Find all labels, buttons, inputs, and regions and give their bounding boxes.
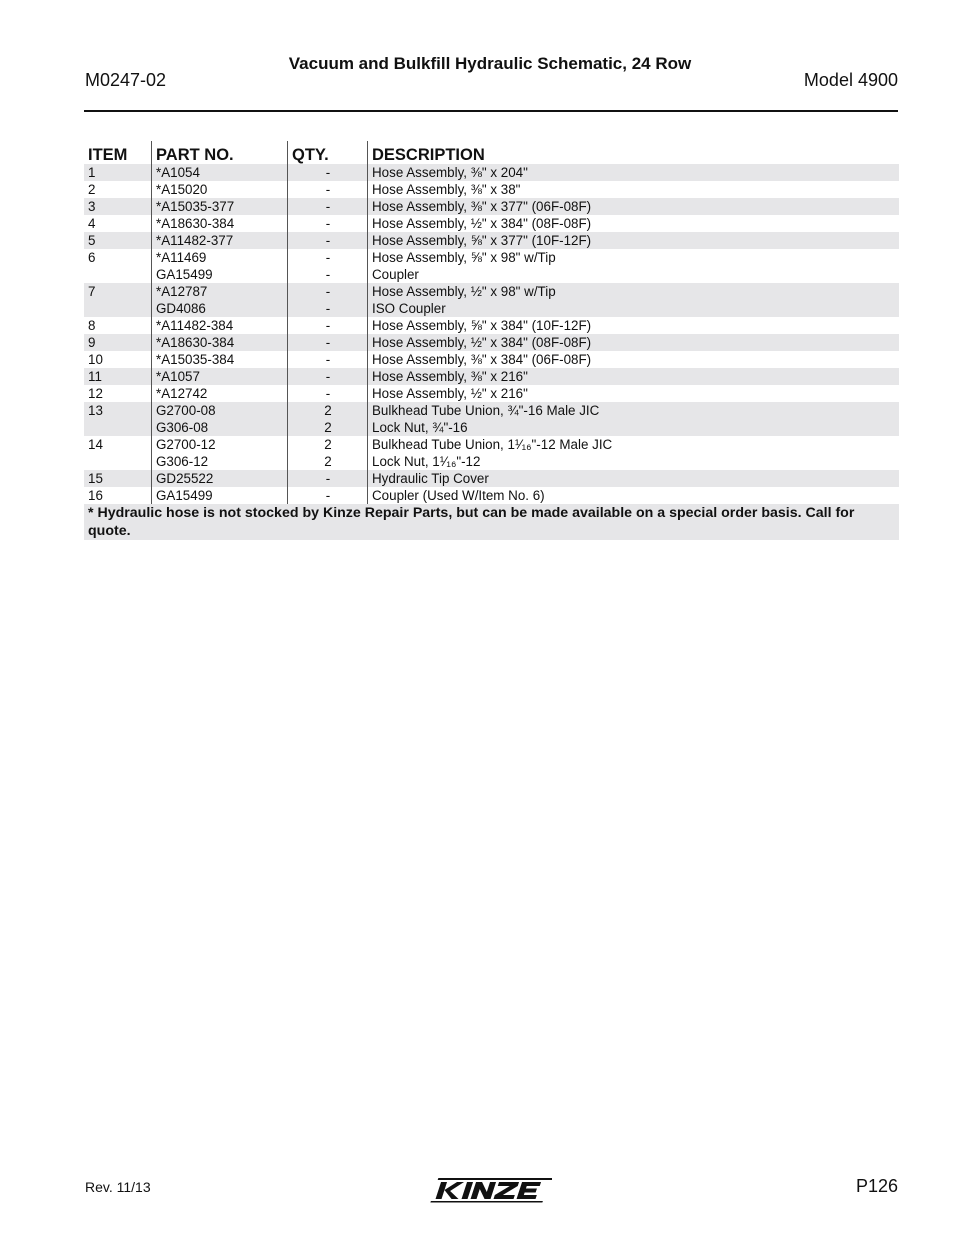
item-number-cell: 1 xyxy=(84,164,152,181)
column-header-qty: QTY. xyxy=(288,141,368,164)
table-row xyxy=(84,368,899,385)
description-cell xyxy=(368,368,900,385)
quantity-cell xyxy=(288,181,368,198)
quantity: - xyxy=(325,233,331,248)
item-number-cell: 12 xyxy=(88,386,103,401)
description: ISO Coupler xyxy=(372,301,446,316)
quantity-cell xyxy=(288,334,368,351)
table-header-row xyxy=(84,141,899,164)
table-row xyxy=(84,385,899,402)
item-number-cell: 10 xyxy=(88,352,103,367)
description: Hose Assembly, ⅜" x 384" (06F-08F) xyxy=(372,352,592,367)
table-row xyxy=(84,181,899,198)
table-row xyxy=(84,436,899,470)
description: Coupler xyxy=(372,267,419,282)
description-cell xyxy=(368,351,900,368)
part-number: G2700-08 xyxy=(156,403,216,418)
quantity: 2 xyxy=(324,403,332,418)
description-cell xyxy=(368,385,900,402)
part-number: G2700-12 xyxy=(156,437,216,452)
document-number: M0247-02 xyxy=(85,70,167,90)
part-number: *A18630-384 xyxy=(156,216,235,231)
description: Hose Assembly, ⅝" x 98" w/Tip xyxy=(372,250,556,265)
description: Coupler (Used W/Item No. 6) xyxy=(372,488,545,503)
description-cell xyxy=(368,232,900,249)
part-number: *A1057 xyxy=(156,369,200,384)
quantity-cell xyxy=(288,283,368,317)
quantity-cell xyxy=(288,215,368,232)
description: Hydraulic Tip Cover xyxy=(372,471,489,486)
quantity-cell xyxy=(288,164,368,181)
table-row xyxy=(84,232,899,249)
part-number: G306-08 xyxy=(156,420,209,435)
description: Hose Assembly, ⅜" x 204" xyxy=(372,165,528,180)
description-cell xyxy=(368,334,900,351)
part-number: GA15499 xyxy=(156,267,213,282)
description-cell xyxy=(368,402,900,436)
parts-table-body xyxy=(84,164,899,504)
description: Bulkhead Tube Union, ¾"-16 Male JIC xyxy=(372,403,600,418)
description: Hose Assembly, ½" x 98" w/Tip xyxy=(372,284,556,299)
item-number-cell: 6 xyxy=(88,250,96,265)
item-number-cell: 4 xyxy=(88,216,96,231)
quantity-cell xyxy=(288,317,368,334)
description: Lock Nut, ¾"-16 xyxy=(372,420,468,435)
item-number-cell: 15 xyxy=(84,470,152,487)
description-cell xyxy=(368,164,900,181)
part-number-cell xyxy=(152,402,288,436)
parts-table xyxy=(84,141,899,540)
column-header-item: ITEM xyxy=(88,146,128,164)
hose-stock-note: * Hydraulic hose is not stocked by Kinze Repair Parts, but can be made available on a special order basis. Call for quote. xyxy=(84,504,899,540)
quantity: - xyxy=(325,301,331,316)
model-label: Model 4900 xyxy=(803,70,898,90)
part-number: *A15020 xyxy=(156,182,208,197)
quantity: 2 xyxy=(324,420,332,435)
part-number-cell xyxy=(152,436,288,470)
quantity-cell xyxy=(288,368,368,385)
part-number-cell xyxy=(152,232,288,249)
quantity-cell xyxy=(288,232,368,249)
part-number-cell xyxy=(152,385,288,402)
page-title: Vacuum and Bulkfill Hydraulic Schematic, 24 Row xyxy=(288,54,692,73)
part-number-cell xyxy=(152,164,288,181)
description-cell xyxy=(368,198,900,215)
item-number-cell: 16 xyxy=(88,488,103,503)
description: Hose Assembly, ⅜" x 377" (06F-08F) xyxy=(372,199,592,214)
quantity: - xyxy=(325,199,331,214)
part-number-cell xyxy=(152,487,288,504)
item-number-cell: 2 xyxy=(88,182,96,197)
description-cell xyxy=(368,317,900,334)
part-number-cell xyxy=(152,368,288,385)
quantity: - xyxy=(325,369,331,384)
part-number-cell xyxy=(152,470,288,487)
item-number-cell: 13 xyxy=(84,402,152,436)
quantity: - xyxy=(325,182,331,197)
description-cell xyxy=(368,436,900,470)
table-row xyxy=(84,334,899,351)
header-divider xyxy=(84,110,898,112)
part-number: GD25522 xyxy=(156,471,214,486)
quantity-cell xyxy=(288,351,368,368)
table-row xyxy=(84,317,899,334)
quantity-cell xyxy=(288,385,368,402)
part-number-cell xyxy=(152,283,288,317)
description: Hose Assembly, ⅜" x 38" xyxy=(372,182,521,197)
part-number: GA15499 xyxy=(156,488,213,503)
part-number: *A12787 xyxy=(156,284,208,299)
quantity: - xyxy=(325,386,331,401)
description-cell xyxy=(368,249,900,283)
column-header-description: DESCRIPTION xyxy=(368,141,900,164)
part-number: *A11482-377 xyxy=(156,233,234,248)
item-number-cell: 14 xyxy=(88,437,103,452)
description-cell xyxy=(368,283,900,317)
quantity-cell xyxy=(288,402,368,436)
quantity: - xyxy=(325,488,331,503)
part-number-cell xyxy=(152,181,288,198)
item-number-cell: 9 xyxy=(84,334,152,351)
quantity-cell xyxy=(288,198,368,215)
description-cell xyxy=(368,470,900,487)
quantity-cell xyxy=(288,436,368,470)
item-number-cell: 11 xyxy=(84,368,152,385)
quantity: - xyxy=(325,165,331,180)
description-cell xyxy=(368,215,900,232)
part-number-cell xyxy=(152,215,288,232)
item-number-cell: 8 xyxy=(88,318,96,333)
quantity: - xyxy=(325,250,331,265)
part-number: G306-12 xyxy=(156,454,209,469)
quantity: - xyxy=(325,335,331,350)
table-row xyxy=(84,351,899,368)
quantity: - xyxy=(325,318,331,333)
page-number: P126 xyxy=(855,1176,898,1196)
quantity-cell xyxy=(288,249,368,283)
part-number: GD4086 xyxy=(156,301,206,316)
quantity: - xyxy=(325,216,331,231)
quantity-cell xyxy=(288,487,368,504)
table-row xyxy=(84,198,899,215)
table-row xyxy=(84,283,899,317)
part-number: *A1054 xyxy=(156,165,200,180)
table-row xyxy=(84,215,899,232)
description: Hose Assembly, ½" x 384" (08F-08F) xyxy=(372,335,592,350)
quantity: - xyxy=(325,267,331,282)
description: Hose Assembly, ⅝" x 384" (10F-12F) xyxy=(372,318,592,333)
part-number-cell xyxy=(152,198,288,215)
table-row xyxy=(84,402,899,436)
quantity: - xyxy=(325,471,331,486)
part-number-cell xyxy=(152,334,288,351)
item-number-cell: 5 xyxy=(84,232,152,249)
table-row xyxy=(84,487,899,504)
part-number-cell xyxy=(152,351,288,368)
table-row xyxy=(84,249,899,283)
description: Bulkhead Tube Union, 1¹⁄₁₆"-12 Male JIC xyxy=(372,437,613,452)
description: Hose Assembly, ⅝" x 377" (10F-12F) xyxy=(372,233,592,248)
quantity-cell xyxy=(288,470,368,487)
table-row xyxy=(84,470,899,487)
kinze-logo xyxy=(430,1176,552,1206)
table-row xyxy=(84,164,899,181)
part-number: *A15035-384 xyxy=(156,352,235,367)
revision-label: Rev. 11/13 xyxy=(85,1179,151,1195)
table-note-row xyxy=(84,504,899,540)
description: Hose Assembly, ½" x 384" (08F-08F) xyxy=(372,216,592,231)
quantity: 2 xyxy=(324,437,332,452)
item-number-cell: 7 xyxy=(84,283,152,317)
description-cell xyxy=(368,487,900,504)
part-number-cell xyxy=(152,317,288,334)
description: Lock Nut, 1¹⁄₁₆"-12 xyxy=(372,454,481,469)
part-number: *A12742 xyxy=(156,386,208,401)
column-header-part-no: PART NO. xyxy=(152,141,288,164)
part-number: *A11469 xyxy=(156,250,207,265)
quantity: - xyxy=(325,284,331,299)
part-number-cell xyxy=(152,249,288,283)
quantity: - xyxy=(325,352,331,367)
part-number: *A11482-384 xyxy=(156,318,234,333)
description: Hose Assembly, ½" x 216" xyxy=(372,386,528,401)
description-cell xyxy=(368,181,900,198)
item-number-cell: 3 xyxy=(84,198,152,215)
part-number: *A15035-377 xyxy=(156,199,235,214)
description: Hose Assembly, ⅜" x 216" xyxy=(372,369,528,384)
quantity: 2 xyxy=(324,454,332,469)
part-number: *A18630-384 xyxy=(156,335,235,350)
